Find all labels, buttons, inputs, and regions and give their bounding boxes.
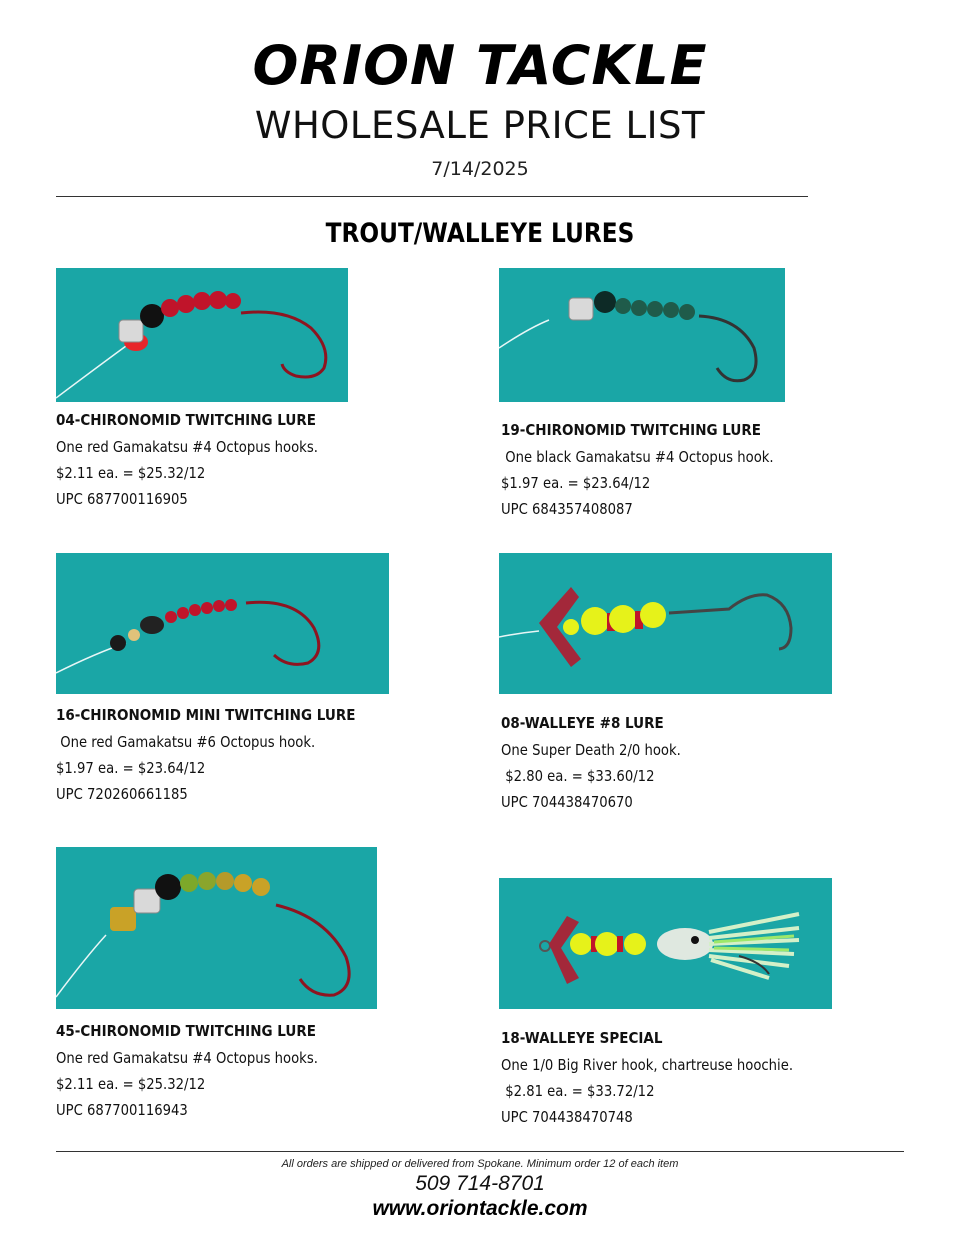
product-description: One red Gamakatsu #4 Octopus hooks.: [56, 438, 318, 456]
product-title: 16-CHIRONOMID MINI TWITCHING LURE: [56, 706, 356, 724]
product-info-19: [501, 419, 901, 523]
product-title: 45-CHIRONOMID TWITCHING LURE: [56, 1022, 316, 1040]
product-price: $1.97 ea. = $23.64/12: [56, 759, 206, 777]
section-title: TROUT/WALLEYE LURES: [325, 218, 635, 249]
lure-45-image: [56, 847, 377, 1009]
product-info-45: [56, 1020, 456, 1124]
product-photo-45: [56, 847, 377, 1009]
product-price: $2.11 ea. = $25.32/12: [56, 1075, 206, 1093]
lure-19-image: [499, 268, 785, 402]
lure-18-image: [499, 878, 832, 1009]
product-photo-18: [499, 878, 832, 1009]
product-upc: UPC 687700116905: [56, 490, 188, 508]
product-photo-16: [56, 553, 389, 694]
product-price: $2.11 ea. = $25.32/12: [56, 464, 206, 482]
product-info-16: [56, 704, 456, 808]
product-description: One red Gamakatsu #4 Octopus hooks.: [56, 1049, 318, 1067]
lure-16-image: [56, 553, 389, 694]
product-photo-19: [499, 268, 785, 402]
product-price: $2.80 ea. = $33.60/12: [501, 767, 655, 785]
lure-08-image: [499, 553, 832, 694]
brand-title: ORION TACKLE: [252, 34, 708, 97]
product-upc: UPC 720260661185: [56, 785, 188, 803]
product-description: One red Gamakatsu #6 Octopus hook.: [56, 733, 316, 751]
footer-divider: [56, 1151, 904, 1152]
price-list-subtitle: WHOLESALE PRICE LIST: [254, 104, 706, 147]
product-upc: UPC 687700116943: [56, 1101, 188, 1119]
product-title: 04-CHIRONOMID TWITCHING LURE: [56, 411, 316, 429]
phone-number: 509 714-8701: [415, 1172, 545, 1195]
product-upc: UPC 704438470670: [501, 793, 633, 811]
product-title: 18-WALLEYE SPECIAL: [501, 1029, 663, 1047]
product-price: $1.97 ea. = $23.64/12: [501, 474, 651, 492]
shipping-note: All orders are shipped or delivered from Spokane. Minimum order 12 of each item: [281, 1158, 679, 1170]
product-upc: UPC 684357408087: [501, 500, 633, 518]
header-divider: [56, 196, 808, 197]
product-info-08: [501, 712, 901, 816]
product-photo-08: [499, 553, 832, 694]
product-title: 19-CHIRONOMID TWITCHING LURE: [501, 421, 761, 439]
product-title: 08-WALLEYE #8 LURE: [501, 714, 664, 732]
product-description: One Super Death 2/0 hook.: [501, 741, 681, 759]
product-description: One black Gamakatsu #4 Octopus hook.: [501, 448, 774, 466]
price-list-date: 7/14/2025: [431, 158, 529, 180]
product-price: $2.81 ea. = $33.72/12: [501, 1082, 655, 1100]
website-link[interactable]: www.oriontackle.com: [372, 1197, 588, 1220]
product-photo-04: [56, 268, 348, 402]
product-upc: UPC 704438470748: [501, 1108, 633, 1126]
product-info-04: [56, 409, 456, 513]
lure-04-image: [56, 268, 348, 402]
product-description: One 1/0 Big River hook, chartreuse hoochie.: [501, 1056, 794, 1074]
product-info-18: [501, 1027, 901, 1131]
